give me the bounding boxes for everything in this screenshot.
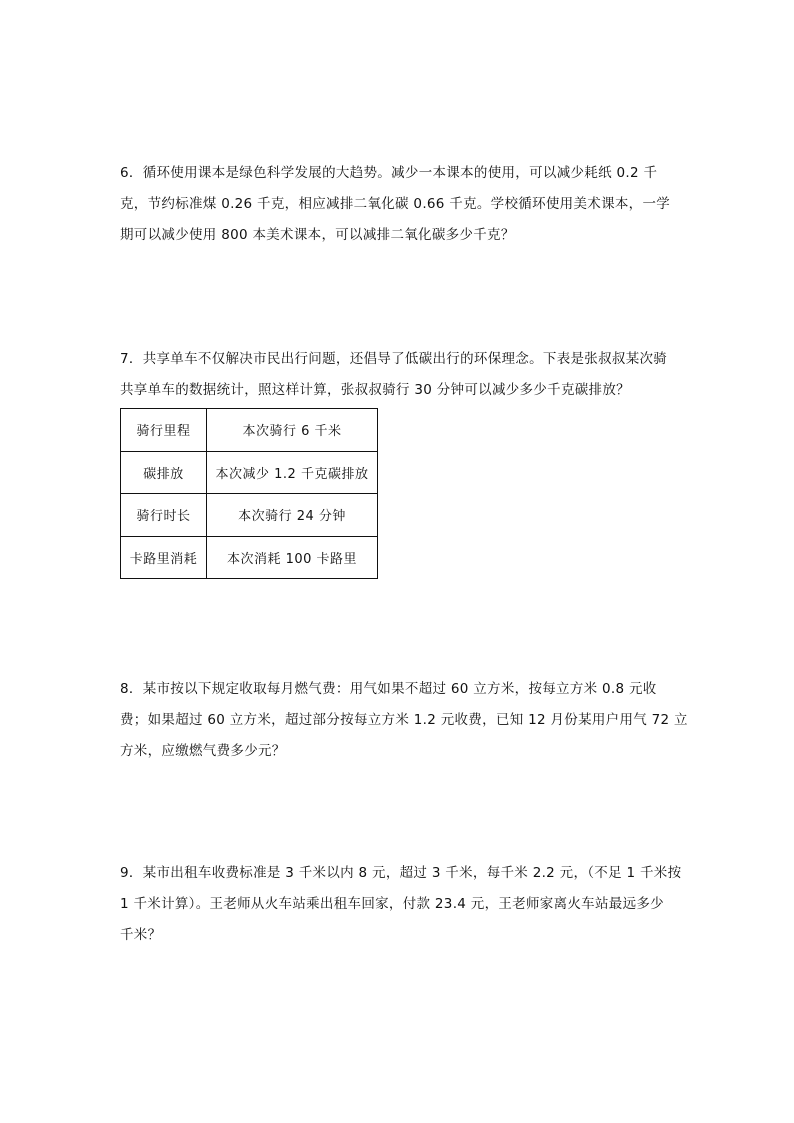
problem-9	[120, 858, 686, 951]
problem-7	[120, 344, 686, 406]
problem-9-line-2: 1 千米计算）。王老师从火车站乘出租车回家，付款 23.4 元，王老师家离火车站最远多少	[120, 896, 664, 912]
table-cell-value: 本次消耗 100 卡路里	[207, 536, 378, 579]
problem-6-line-2: 克，节约标准煤 0.26 千克，相应减排二氧化碳 0.66 千克。学校循环使用美术课本，一学	[120, 196, 671, 212]
problem-9-line-3: 千米？	[120, 927, 162, 943]
table-cell-label: 骑行时长	[121, 494, 207, 537]
table-cell-value: 本次骑行 6 千米	[207, 409, 378, 452]
problem-8-line-1: 8．某市按以下规定收取每月燃气费：用气如果不超过 60 立方米，按每立方米 0.8 元收	[120, 681, 657, 697]
problem-7-line-2: 共享单车的数据统计，照这样计算，张叔叔骑行 30 分钟可以减少多少千克碳排放？	[120, 382, 630, 398]
problem-6-line-1: 6．循环使用课本是绿色科学发展的大趋势。减少一本课本的使用，可以减少耗纸 0.2 千	[120, 165, 658, 181]
problem-9-line-1: 9．某市出租车收费标准是 3 千米以内 8 元，超过 3 千米，每千米 2.2 元，（不足 1 千米按	[120, 865, 682, 881]
riding-data-table	[120, 408, 378, 579]
table-row	[121, 494, 378, 537]
problem-6-line-3: 期可以减少使用 800 本美术课本，可以减排二氧化碳多少千克？	[120, 227, 515, 243]
problem-8-line-3: 方米，应缴燃气费多少元？	[120, 743, 286, 759]
problem-6	[120, 158, 686, 251]
table-cell-label: 碳排放	[121, 451, 207, 494]
problem-8-line-2: 费；如果超过 60 立方米，超过部分按每立方米 1.2 元收费，已知 12 月份某用户用气 72 立	[120, 712, 688, 728]
table-cell-label: 骑行里程	[121, 409, 207, 452]
problem-7-line-1: 7．共享单车不仅解决市民出行问题，还倡导了低碳出行的环保理念。下表是张叔叔某次骑	[120, 351, 668, 367]
problem-8	[120, 674, 686, 767]
table-row	[121, 409, 378, 452]
table-cell-value: 本次骑行 24 分钟	[207, 494, 378, 537]
table-row	[121, 536, 378, 579]
table-row	[121, 451, 378, 494]
table-cell-label: 卡路里消耗	[121, 536, 207, 579]
table-cell-value: 本次减少 1.2 千克碳排放	[207, 451, 378, 494]
